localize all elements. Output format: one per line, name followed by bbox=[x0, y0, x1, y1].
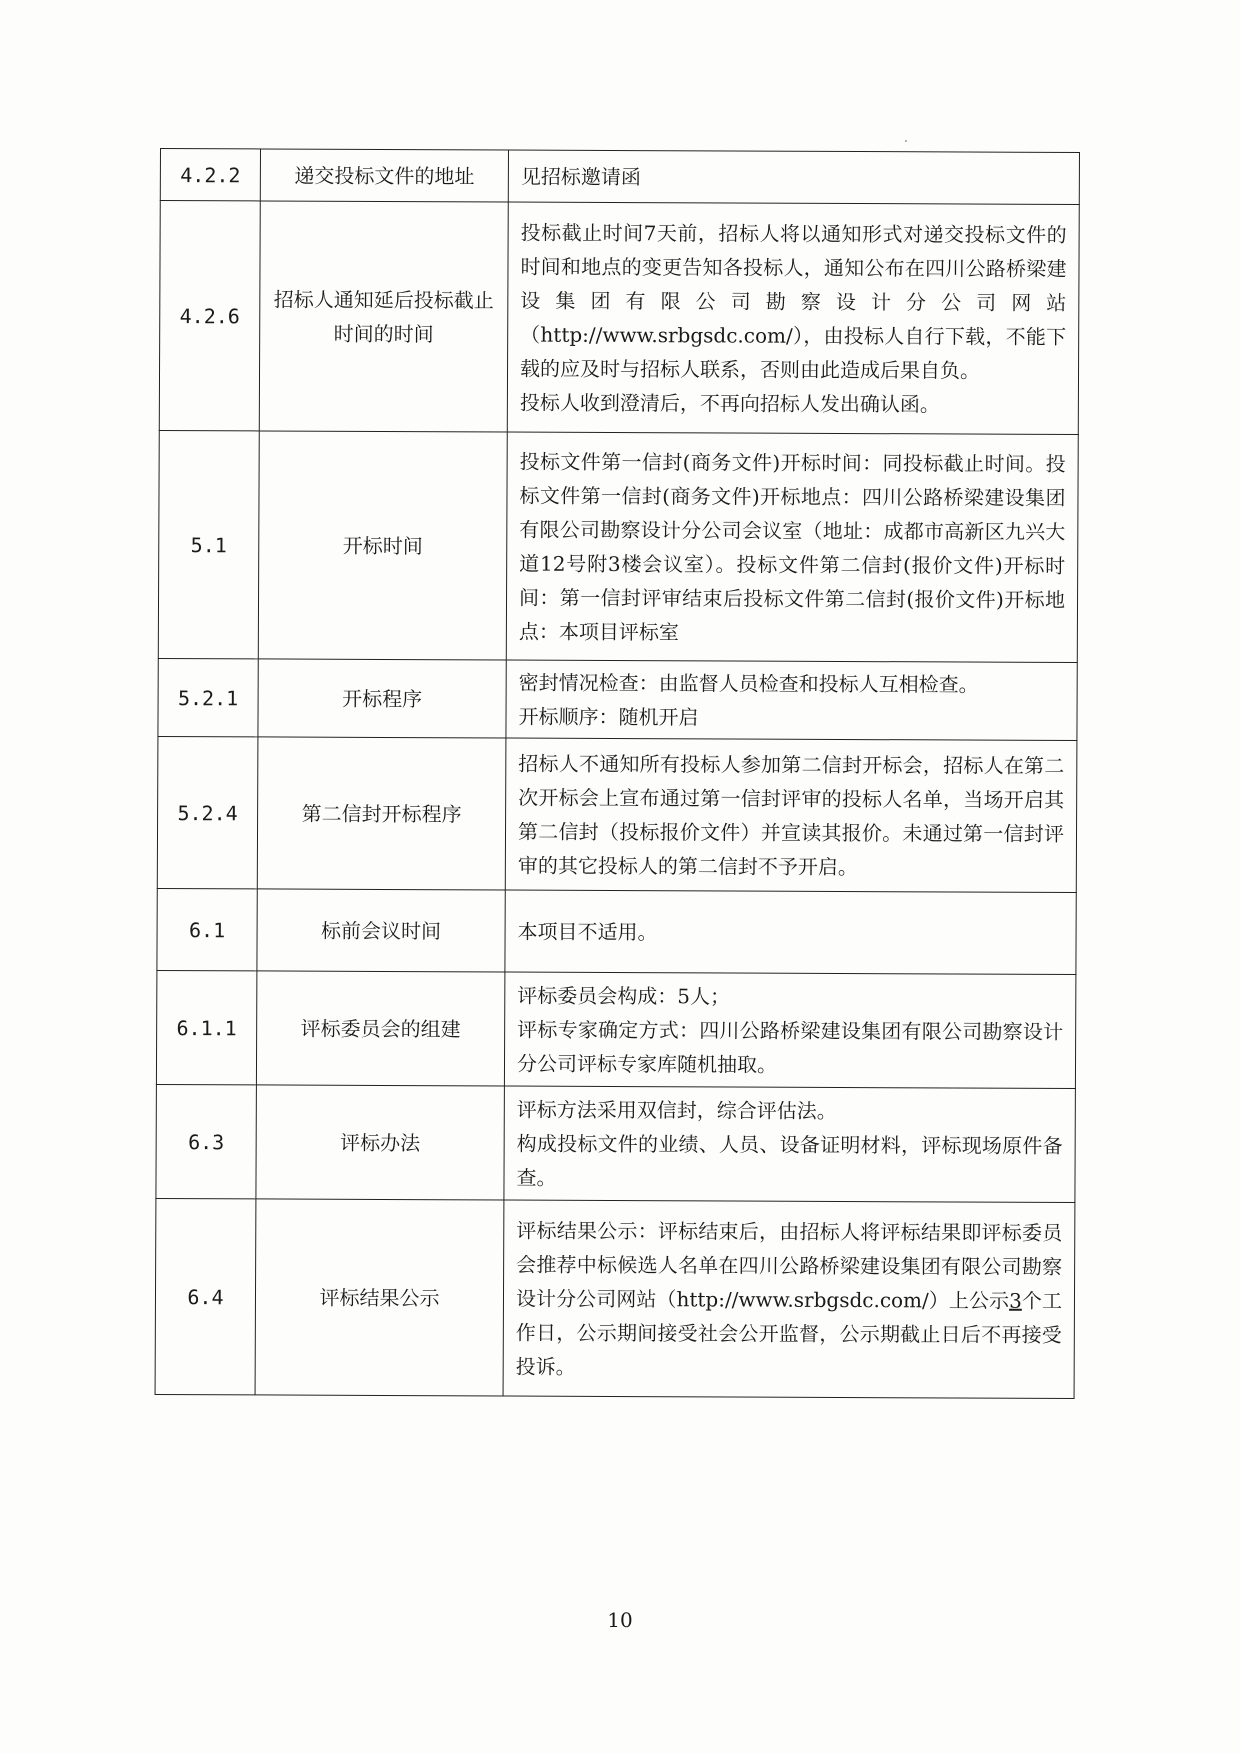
content-line: 评标方法采用双信封，综合评估法。 bbox=[516, 1097, 837, 1123]
underlined-day-count: 3 bbox=[1009, 1288, 1022, 1313]
table-row bbox=[157, 888, 1076, 974]
clause-number: 5.1 bbox=[158, 430, 259, 658]
content-line: 招标人不通知所有投标人参加第二信封开标会，招标人在第二次开标会上宣布通过第一信封评审的投标人名单，当场开启其第二信封（投标报价文件）并宣读其报价。未通过第一信封评审的其它投标人的第二信封不予开启。 bbox=[517, 751, 1065, 879]
bid-data-table bbox=[155, 148, 1080, 1399]
table-row bbox=[156, 970, 1075, 1088]
content-line: 评标委员会构成：5人； bbox=[517, 983, 731, 1008]
clause-item: 开标时间 bbox=[258, 431, 507, 660]
clause-content bbox=[505, 890, 1076, 974]
content-line: 本项目不适用。 bbox=[517, 919, 658, 944]
clause-number: 6.1.1 bbox=[156, 970, 256, 1084]
clause-number: 5.2.1 bbox=[158, 658, 258, 736]
clause-number: 4.2.6 bbox=[159, 201, 260, 431]
clause-item: 标前会议时间 bbox=[257, 889, 505, 972]
clause-content bbox=[504, 1086, 1075, 1202]
table-row bbox=[157, 736, 1077, 892]
clause-number: 4.2.2 bbox=[160, 149, 260, 201]
content-text: 评标结果公示：评标结束后，由招标人将评标结果即评标委员会推荐中标候选人名单在四川公路桥梁建设集团有限公司勘察设计分公司网站（http://www.srbgsdc.com/）上公示 bbox=[515, 1218, 1063, 1313]
clause-number: 6.3 bbox=[156, 1084, 256, 1198]
content-line: 构成投标文件的业绩、人员、设备证明材料，评标现场原件备查。 bbox=[516, 1131, 1063, 1190]
content-text: 个工作日，公示期间接受社会公开监督，公示期截止日后不再接受投诉。 bbox=[515, 1288, 1063, 1379]
clause-item: 第二信封开标程序 bbox=[257, 737, 506, 890]
content-line: 投标文件第一信封(商务文件)开标时间：同投标截止时间。投标文件第一信封(商务文件)开标地点：四川公路桥梁建设集团有限公司勘察设计分公司会议室（地址：成都市高新区九兴大道12号附3楼会议室）。投标文件第二信封(报价文件)开标时间：第一信封评审结束后投标文件第二信封(报价文件)开标地点：本项目评标室 bbox=[518, 449, 1066, 644]
table-row bbox=[159, 201, 1079, 435]
table-row bbox=[158, 658, 1077, 740]
clause-number: 5.2.4 bbox=[157, 736, 258, 888]
table-row bbox=[155, 1198, 1075, 1398]
clause-content bbox=[504, 972, 1075, 1088]
clause-item: 评标结果公示 bbox=[255, 1199, 504, 1396]
content-line: 见招标邀请函 bbox=[520, 164, 641, 189]
clause-content bbox=[503, 1200, 1075, 1398]
content-line: 开标顺序：随机开启 bbox=[518, 704, 699, 729]
clause-content bbox=[506, 660, 1077, 740]
clause-content bbox=[508, 150, 1079, 204]
table-row bbox=[158, 430, 1078, 662]
clause-content bbox=[505, 738, 1077, 892]
content-line: 投标人收到澄清后，不再向招标人发出确认函。 bbox=[519, 390, 940, 416]
clause-content bbox=[506, 432, 1078, 662]
clause-item: 递交投标文件的地址 bbox=[260, 149, 508, 202]
clause-item: 开标程序 bbox=[258, 659, 506, 738]
page-number: 10 bbox=[607, 1608, 633, 1632]
content-line: 投标截止时间7天前，招标人将以通知形式对递交投标文件的时间和地点的变更告知各投标人，通知公布在四川公路桥梁建设集团有限公司勘察设计分公司网站（http://www.srbgsdc.com/），由投标人自行下载，不能下载的应及时与招标人联系，否则由此造成后果自负。 bbox=[519, 220, 1067, 383]
clause-item: 评标办法 bbox=[256, 1085, 504, 1200]
content-line: 密封情况检查：由监督人员检查和投标人互相检查。 bbox=[518, 670, 979, 697]
clause-number: 6.1 bbox=[157, 888, 257, 970]
clause-item: 评标委员会的组建 bbox=[256, 971, 504, 1086]
table-row bbox=[156, 1084, 1075, 1202]
clause-content bbox=[507, 202, 1079, 434]
clause-number: 6.4 bbox=[155, 1198, 256, 1394]
table-row bbox=[160, 149, 1079, 205]
content-line: 评标专家确定方式：四川公路桥梁建设集团有限公司勘察设计分公司评标专家库随机抽取。 bbox=[516, 1017, 1064, 1077]
scan-speck bbox=[905, 140, 907, 142]
clause-item: 招标人通知延后投标截止时间的时间 bbox=[259, 201, 508, 432]
